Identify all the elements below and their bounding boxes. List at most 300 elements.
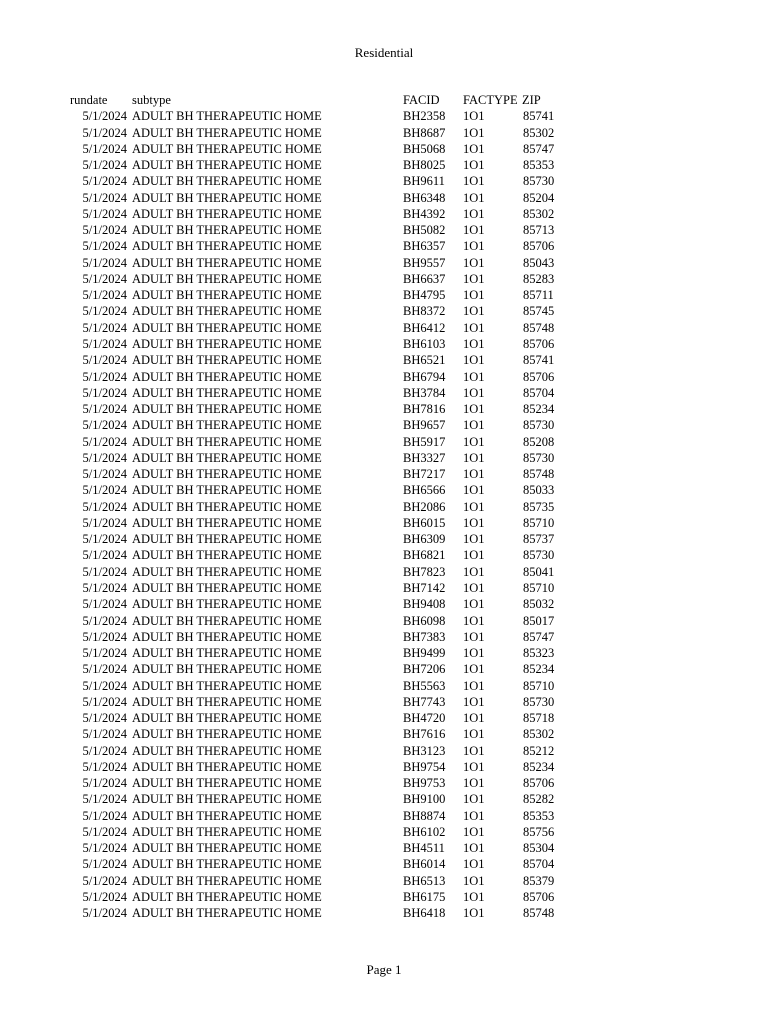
- table-row: [0, 710, 768, 726]
- cell-rundate: 5/1/2024: [82, 564, 127, 579]
- cell-rundate: 5/1/2024: [82, 548, 127, 563]
- table-row: [0, 759, 768, 775]
- table-row: [0, 287, 768, 303]
- cell-subtype: ADULT BH THERAPEUTIC HOME: [132, 434, 322, 449]
- cell-facid: BH7206: [403, 662, 446, 677]
- cell-facid: BH5917: [403, 434, 446, 449]
- cell-factype: 1O1: [463, 824, 485, 839]
- table-row: [0, 450, 768, 466]
- header-facid: FACID: [403, 93, 440, 107]
- cell-factype: 1O1: [463, 890, 485, 905]
- cell-subtype: ADULT BH THERAPEUTIC HOME: [132, 532, 322, 547]
- cell-facid: BH5082: [403, 223, 446, 238]
- cell-rundate: 5/1/2024: [82, 206, 127, 221]
- cell-factype: 1O1: [463, 841, 485, 856]
- cell-subtype: ADULT BH THERAPEUTIC HOME: [132, 483, 322, 498]
- cell-zip: 85234: [523, 402, 555, 417]
- cell-zip: 85323: [523, 646, 555, 661]
- cell-subtype: ADULT BH THERAPEUTIC HOME: [132, 841, 322, 856]
- cell-zip: 85283: [523, 271, 555, 286]
- cell-zip: 85033: [523, 483, 555, 498]
- cell-facid: BH5563: [403, 678, 446, 693]
- table-row: [0, 726, 768, 742]
- cell-factype: 1O1: [463, 467, 485, 482]
- table-row: [0, 743, 768, 759]
- cell-facid: BH8874: [403, 808, 446, 823]
- cell-factype: 1O1: [463, 678, 485, 693]
- cell-zip: 85043: [523, 255, 555, 270]
- table-header-row: [0, 92, 768, 108]
- cell-subtype: ADULT BH THERAPEUTIC HOME: [132, 271, 322, 286]
- cell-factype: 1O1: [463, 125, 485, 140]
- cell-rundate: 5/1/2024: [82, 190, 127, 205]
- cell-zip: 85730: [523, 450, 555, 465]
- table-row: [0, 482, 768, 498]
- cell-factype: 1O1: [463, 336, 485, 351]
- header-subtype: subtype: [132, 93, 171, 107]
- cell-facid: BH3327: [403, 450, 446, 465]
- cell-rundate: 5/1/2024: [82, 109, 127, 124]
- cell-facid: BH4795: [403, 288, 446, 303]
- cell-facid: BH5068: [403, 141, 446, 156]
- table-row: [0, 840, 768, 856]
- cell-rundate: 5/1/2024: [82, 255, 127, 270]
- cell-subtype: ADULT BH THERAPEUTIC HOME: [132, 467, 322, 482]
- cell-subtype: ADULT BH THERAPEUTIC HOME: [132, 548, 322, 563]
- cell-subtype: ADULT BH THERAPEUTIC HOME: [132, 450, 322, 465]
- table-row: [0, 905, 768, 921]
- cell-zip: 85706: [523, 369, 555, 384]
- cell-zip: 85041: [523, 564, 555, 579]
- cell-zip: 85748: [523, 320, 555, 335]
- cell-factype: 1O1: [463, 320, 485, 335]
- table-row: [0, 369, 768, 385]
- cell-rundate: 5/1/2024: [82, 678, 127, 693]
- cell-rundate: 5/1/2024: [82, 580, 127, 595]
- table-row: [0, 173, 768, 189]
- cell-facid: BH6015: [403, 515, 446, 530]
- cell-zip: 85718: [523, 711, 555, 726]
- cell-rundate: 5/1/2024: [82, 776, 127, 791]
- cell-factype: 1O1: [463, 727, 485, 742]
- cell-factype: 1O1: [463, 304, 485, 319]
- table-row: [0, 856, 768, 872]
- table-row: [0, 401, 768, 417]
- cell-rundate: 5/1/2024: [82, 239, 127, 254]
- cell-factype: 1O1: [463, 694, 485, 709]
- cell-facid: BH9611: [403, 174, 445, 189]
- cell-subtype: ADULT BH THERAPEUTIC HOME: [132, 824, 322, 839]
- cell-rundate: 5/1/2024: [82, 402, 127, 417]
- cell-subtype: ADULT BH THERAPEUTIC HOME: [132, 857, 322, 872]
- cell-zip: 85741: [523, 109, 555, 124]
- cell-facid: BH2358: [403, 109, 446, 124]
- cell-zip: 85710: [523, 580, 555, 595]
- cell-factype: 1O1: [463, 239, 485, 254]
- cell-subtype: ADULT BH THERAPEUTIC HOME: [132, 727, 322, 742]
- cell-zip: 85353: [523, 808, 555, 823]
- cell-factype: 1O1: [463, 548, 485, 563]
- cell-factype: 1O1: [463, 353, 485, 368]
- cell-zip: 85353: [523, 158, 555, 173]
- cell-facid: BH3784: [403, 385, 446, 400]
- cell-rundate: 5/1/2024: [82, 320, 127, 335]
- cell-facid: BH6566: [403, 483, 446, 498]
- cell-facid: BH2086: [403, 499, 446, 514]
- cell-zip: 85706: [523, 336, 555, 351]
- cell-factype: 1O1: [463, 158, 485, 173]
- table-row: [0, 303, 768, 319]
- cell-facid: BH6418: [403, 906, 446, 921]
- cell-rundate: 5/1/2024: [82, 711, 127, 726]
- header-zip: ZIP: [522, 93, 541, 107]
- cell-factype: 1O1: [463, 808, 485, 823]
- cell-rundate: 5/1/2024: [82, 353, 127, 368]
- cell-rundate: 5/1/2024: [82, 613, 127, 628]
- cell-subtype: ADULT BH THERAPEUTIC HOME: [132, 759, 322, 774]
- cell-rundate: 5/1/2024: [82, 141, 127, 156]
- cell-factype: 1O1: [463, 580, 485, 595]
- cell-subtype: ADULT BH THERAPEUTIC HOME: [132, 792, 322, 807]
- cell-rundate: 5/1/2024: [82, 223, 127, 238]
- table-row: [0, 661, 768, 677]
- cell-zip: 85735: [523, 499, 555, 514]
- cell-zip: 85741: [523, 353, 555, 368]
- cell-zip: 85711: [523, 288, 554, 303]
- cell-facid: BH6821: [403, 548, 446, 563]
- cell-subtype: ADULT BH THERAPEUTIC HOME: [132, 239, 322, 254]
- cell-zip: 85710: [523, 515, 555, 530]
- cell-factype: 1O1: [463, 402, 485, 417]
- cell-subtype: ADULT BH THERAPEUTIC HOME: [132, 564, 322, 579]
- cell-subtype: ADULT BH THERAPEUTIC HOME: [132, 906, 322, 921]
- table-row: [0, 580, 768, 596]
- page-title: Residential: [354, 45, 414, 60]
- table-row: [0, 515, 768, 531]
- cell-facid: BH9557: [403, 255, 446, 270]
- table-row: [0, 889, 768, 905]
- cell-factype: 1O1: [463, 629, 485, 644]
- cell-zip: 85302: [523, 206, 555, 221]
- cell-subtype: ADULT BH THERAPEUTIC HOME: [132, 385, 322, 400]
- cell-factype: 1O1: [463, 564, 485, 579]
- cell-factype: 1O1: [463, 646, 485, 661]
- cell-factype: 1O1: [463, 515, 485, 530]
- report-table: [0, 92, 768, 922]
- cell-rundate: 5/1/2024: [82, 890, 127, 905]
- cell-subtype: ADULT BH THERAPEUTIC HOME: [132, 109, 322, 124]
- cell-facid: BH6412: [403, 320, 446, 335]
- cell-rundate: 5/1/2024: [82, 727, 127, 742]
- table-row: [0, 824, 768, 840]
- cell-facid: BH6348: [403, 190, 446, 205]
- cell-subtype: ADULT BH THERAPEUTIC HOME: [132, 353, 322, 368]
- table-row: [0, 499, 768, 515]
- cell-rundate: 5/1/2024: [82, 532, 127, 547]
- cell-factype: 1O1: [463, 532, 485, 547]
- cell-zip: 85017: [523, 613, 555, 628]
- cell-facid: BH8372: [403, 304, 446, 319]
- table-row: [0, 434, 768, 450]
- cell-zip: 85730: [523, 418, 555, 433]
- cell-subtype: ADULT BH THERAPEUTIC HOME: [132, 369, 322, 384]
- table-row: [0, 238, 768, 254]
- page-footer: Page 1: [366, 962, 402, 977]
- cell-facid: BH9408: [403, 597, 446, 612]
- cell-facid: BH6103: [403, 336, 446, 351]
- cell-rundate: 5/1/2024: [82, 873, 127, 888]
- table-row: [0, 547, 768, 563]
- cell-zip: 85706: [523, 890, 555, 905]
- table-row: [0, 678, 768, 694]
- cell-facid: BH4720: [403, 711, 446, 726]
- table-row: [0, 596, 768, 612]
- cell-subtype: ADULT BH THERAPEUTIC HOME: [132, 678, 322, 693]
- table-row: [0, 466, 768, 482]
- table-row: [0, 320, 768, 336]
- cell-factype: 1O1: [463, 174, 485, 189]
- table-row: [0, 222, 768, 238]
- cell-rundate: 5/1/2024: [82, 418, 127, 433]
- table-row: [0, 141, 768, 157]
- cell-rundate: 5/1/2024: [82, 694, 127, 709]
- table-row: [0, 873, 768, 889]
- cell-rundate: 5/1/2024: [82, 271, 127, 286]
- cell-factype: 1O1: [463, 369, 485, 384]
- table-row: [0, 206, 768, 222]
- cell-facid: BH8687: [403, 125, 446, 140]
- cell-factype: 1O1: [463, 662, 485, 677]
- cell-rundate: 5/1/2024: [82, 304, 127, 319]
- cell-subtype: ADULT BH THERAPEUTIC HOME: [132, 288, 322, 303]
- cell-factype: 1O1: [463, 434, 485, 449]
- cell-factype: 1O1: [463, 499, 485, 514]
- cell-zip: 85234: [523, 662, 555, 677]
- cell-factype: 1O1: [463, 271, 485, 286]
- cell-factype: 1O1: [463, 776, 485, 791]
- cell-facid: BH7816: [403, 402, 446, 417]
- cell-rundate: 5/1/2024: [82, 662, 127, 677]
- cell-factype: 1O1: [463, 418, 485, 433]
- cell-facid: BH9754: [403, 759, 446, 774]
- cell-factype: 1O1: [463, 223, 485, 238]
- cell-zip: 85208: [523, 434, 555, 449]
- table-row: [0, 157, 768, 173]
- table-row: [0, 694, 768, 710]
- cell-zip: 85706: [523, 776, 555, 791]
- cell-facid: BH9100: [403, 792, 446, 807]
- cell-zip: 85304: [523, 841, 555, 856]
- cell-rundate: 5/1/2024: [82, 125, 127, 140]
- table-row: [0, 385, 768, 401]
- cell-subtype: ADULT BH THERAPEUTIC HOME: [132, 158, 322, 173]
- cell-rundate: 5/1/2024: [82, 467, 127, 482]
- cell-facid: BH6102: [403, 824, 446, 839]
- table-row: [0, 125, 768, 141]
- cell-facid: BH6513: [403, 873, 446, 888]
- cell-facid: BH6794: [403, 369, 446, 384]
- cell-rundate: 5/1/2024: [82, 288, 127, 303]
- cell-factype: 1O1: [463, 792, 485, 807]
- cell-rundate: 5/1/2024: [82, 515, 127, 530]
- cell-zip: 85706: [523, 239, 555, 254]
- cell-rundate: 5/1/2024: [82, 597, 127, 612]
- cell-facid: BH9753: [403, 776, 446, 791]
- cell-factype: 1O1: [463, 483, 485, 498]
- cell-zip: 85234: [523, 759, 555, 774]
- table-row: [0, 417, 768, 433]
- cell-rundate: 5/1/2024: [82, 646, 127, 661]
- cell-rundate: 5/1/2024: [82, 450, 127, 465]
- table-row: [0, 791, 768, 807]
- cell-rundate: 5/1/2024: [82, 857, 127, 872]
- cell-subtype: ADULT BH THERAPEUTIC HOME: [132, 125, 322, 140]
- cell-factype: 1O1: [463, 385, 485, 400]
- cell-subtype: ADULT BH THERAPEUTIC HOME: [132, 694, 322, 709]
- cell-facid: BH9657: [403, 418, 446, 433]
- cell-subtype: ADULT BH THERAPEUTIC HOME: [132, 662, 322, 677]
- cell-zip: 85737: [523, 532, 555, 547]
- cell-facid: BH7142: [403, 580, 446, 595]
- cell-factype: 1O1: [463, 759, 485, 774]
- cell-subtype: ADULT BH THERAPEUTIC HOME: [132, 223, 322, 238]
- cell-rundate: 5/1/2024: [82, 743, 127, 758]
- cell-zip: 85204: [523, 190, 555, 205]
- cell-factype: 1O1: [463, 450, 485, 465]
- cell-facid: BH6357: [403, 239, 446, 254]
- table-row: [0, 108, 768, 124]
- cell-facid: BH7383: [403, 629, 446, 644]
- cell-subtype: ADULT BH THERAPEUTIC HOME: [132, 402, 322, 417]
- cell-subtype: ADULT BH THERAPEUTIC HOME: [132, 304, 322, 319]
- cell-rundate: 5/1/2024: [82, 158, 127, 173]
- cell-facid: BH6014: [403, 857, 446, 872]
- cell-facid: BH7823: [403, 564, 446, 579]
- cell-subtype: ADULT BH THERAPEUTIC HOME: [132, 711, 322, 726]
- table-row: [0, 645, 768, 661]
- cell-factype: 1O1: [463, 206, 485, 221]
- cell-zip: 85710: [523, 678, 555, 693]
- cell-subtype: ADULT BH THERAPEUTIC HOME: [132, 515, 322, 530]
- cell-facid: BH3123: [403, 743, 446, 758]
- cell-zip: 85747: [523, 141, 555, 156]
- cell-facid: BH7743: [403, 694, 446, 709]
- cell-factype: 1O1: [463, 288, 485, 303]
- cell-rundate: 5/1/2024: [82, 434, 127, 449]
- cell-factype: 1O1: [463, 906, 485, 921]
- cell-factype: 1O1: [463, 857, 485, 872]
- cell-zip: 85713: [523, 223, 555, 238]
- cell-subtype: ADULT BH THERAPEUTIC HOME: [132, 320, 322, 335]
- cell-zip: 85302: [523, 125, 555, 140]
- cell-zip: 85302: [523, 727, 555, 742]
- cell-zip: 85730: [523, 548, 555, 563]
- cell-facid: BH9499: [403, 646, 446, 661]
- cell-subtype: ADULT BH THERAPEUTIC HOME: [132, 776, 322, 791]
- cell-rundate: 5/1/2024: [82, 369, 127, 384]
- cell-factype: 1O1: [463, 711, 485, 726]
- cell-facid: BH7616: [403, 727, 446, 742]
- cell-subtype: ADULT BH THERAPEUTIC HOME: [132, 141, 322, 156]
- cell-subtype: ADULT BH THERAPEUTIC HOME: [132, 743, 322, 758]
- cell-subtype: ADULT BH THERAPEUTIC HOME: [132, 597, 322, 612]
- table-row: [0, 255, 768, 271]
- cell-zip: 85032: [523, 597, 555, 612]
- cell-facid: BH6098: [403, 613, 446, 628]
- cell-zip: 85212: [523, 743, 555, 758]
- cell-rundate: 5/1/2024: [82, 499, 127, 514]
- cell-rundate: 5/1/2024: [82, 629, 127, 644]
- cell-facid: BH6521: [403, 353, 446, 368]
- cell-subtype: ADULT BH THERAPEUTIC HOME: [132, 418, 322, 433]
- cell-facid: BH4511: [403, 841, 445, 856]
- cell-zip: 85745: [523, 304, 555, 319]
- cell-rundate: 5/1/2024: [82, 906, 127, 921]
- table-row: [0, 613, 768, 629]
- cell-rundate: 5/1/2024: [82, 336, 127, 351]
- cell-subtype: ADULT BH THERAPEUTIC HOME: [132, 613, 322, 628]
- table-row: [0, 531, 768, 547]
- table-row: [0, 271, 768, 287]
- cell-subtype: ADULT BH THERAPEUTIC HOME: [132, 890, 322, 905]
- cell-subtype: ADULT BH THERAPEUTIC HOME: [132, 174, 322, 189]
- cell-facid: BH6637: [403, 271, 446, 286]
- cell-factype: 1O1: [463, 613, 485, 628]
- cell-rundate: 5/1/2024: [82, 759, 127, 774]
- cell-subtype: ADULT BH THERAPEUTIC HOME: [132, 499, 322, 514]
- cell-zip: 85748: [523, 467, 555, 482]
- cell-facid: BH4392: [403, 206, 446, 221]
- cell-zip: 85730: [523, 694, 555, 709]
- cell-subtype: ADULT BH THERAPEUTIC HOME: [132, 190, 322, 205]
- cell-zip: 85756: [523, 824, 555, 839]
- table-row: [0, 629, 768, 645]
- cell-rundate: 5/1/2024: [82, 824, 127, 839]
- cell-subtype: ADULT BH THERAPEUTIC HOME: [132, 808, 322, 823]
- cell-zip: 85748: [523, 906, 555, 921]
- cell-facid: BH6175: [403, 890, 446, 905]
- table-row: [0, 190, 768, 206]
- cell-factype: 1O1: [463, 873, 485, 888]
- cell-zip: 85282: [523, 792, 555, 807]
- cell-rundate: 5/1/2024: [82, 483, 127, 498]
- table-row: [0, 336, 768, 352]
- header-factype: FACTYPE: [463, 93, 518, 107]
- cell-subtype: ADULT BH THERAPEUTIC HOME: [132, 646, 322, 661]
- cell-rundate: 5/1/2024: [82, 385, 127, 400]
- cell-factype: 1O1: [463, 190, 485, 205]
- cell-subtype: ADULT BH THERAPEUTIC HOME: [132, 580, 322, 595]
- cell-subtype: ADULT BH THERAPEUTIC HOME: [132, 629, 322, 644]
- cell-rundate: 5/1/2024: [82, 792, 127, 807]
- cell-subtype: ADULT BH THERAPEUTIC HOME: [132, 255, 322, 270]
- cell-rundate: 5/1/2024: [82, 174, 127, 189]
- cell-rundate: 5/1/2024: [82, 841, 127, 856]
- cell-factype: 1O1: [463, 141, 485, 156]
- cell-zip: 85704: [523, 385, 555, 400]
- cell-facid: BH6309: [403, 532, 446, 547]
- table-row: [0, 352, 768, 368]
- cell-rundate: 5/1/2024: [82, 808, 127, 823]
- table-row: [0, 808, 768, 824]
- cell-subtype: ADULT BH THERAPEUTIC HOME: [132, 336, 322, 351]
- table-row: [0, 564, 768, 580]
- cell-factype: 1O1: [463, 597, 485, 612]
- cell-facid: BH8025: [403, 158, 446, 173]
- cell-facid: BH7217: [403, 467, 446, 482]
- cell-zip: 85730: [523, 174, 555, 189]
- cell-factype: 1O1: [463, 109, 485, 124]
